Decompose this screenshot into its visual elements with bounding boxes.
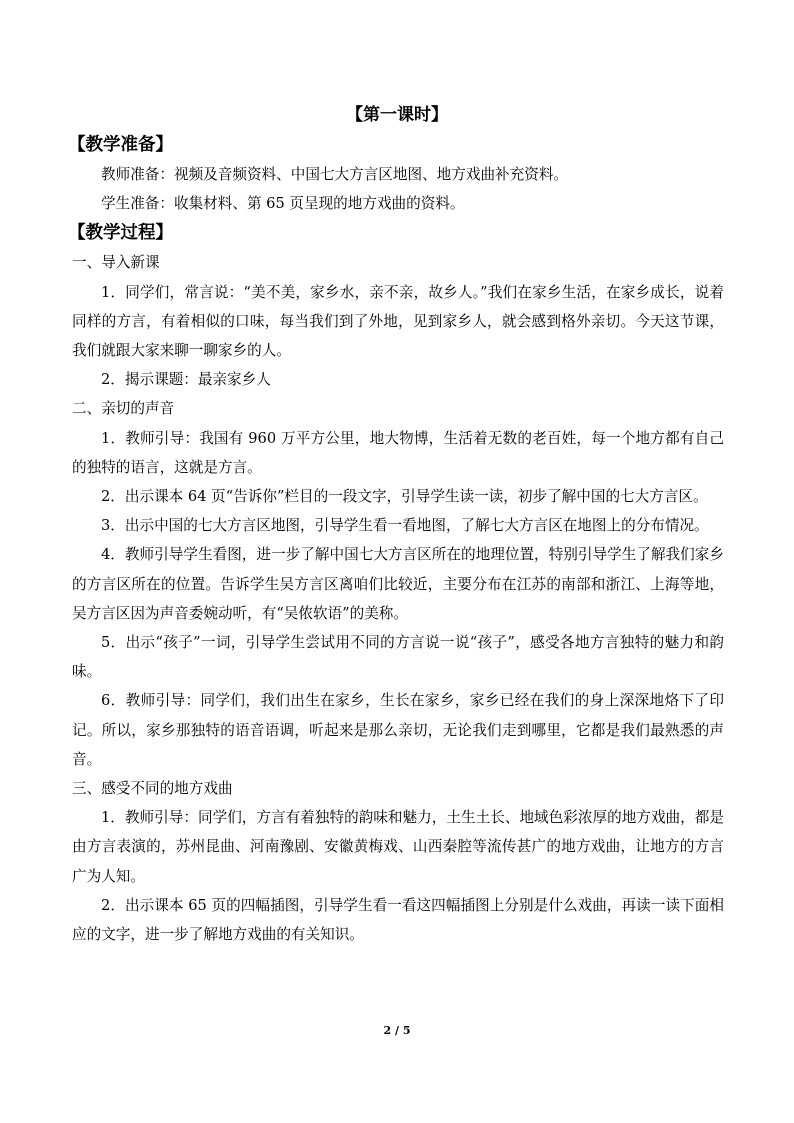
- paragraph: 1．教师引导：我国有 960 万平方公里，地大物博，生活着无数的老百姓，每一个地方都有自己的独特的语言，这就是方言。: [72, 429, 724, 476]
- paragraph: 5．出示“孩子”一词，引导学生尝试用不同的方言说一说“孩子”，感受各地方言独特的魅力和韵味。: [72, 634, 724, 681]
- paragraph: 2．出示课本 64 页“告诉你”栏目的一段文字，引导学生读一读，初步了解中国的七大方言区。: [101, 488, 708, 506]
- paragraph: 2．出示课本 65 页的四幅插图，引导学生看一看这四幅插图上分别是什么戏曲，再读一读下面相应的文字，进一步了解地方戏曲的有关知识。: [72, 896, 724, 944]
- paragraph: 6．教师引导：同学们，我们出生在家乡，生长在家乡，家乡已经在我们的身上深深地烙下了印记。所以，家乡那独特的语音语调，听起来是那么亲切，无论我们走到哪里，它都是我们最熟悉的声音。: [72, 692, 724, 768]
- subsection-title-intro: 一、导入新课: [72, 254, 160, 272]
- document-body: [68, 130, 724, 949]
- subsection-title-voice: 二、亲切的声音: [72, 400, 175, 418]
- paragraph: 3．出示中国的七大方言区地图，引导学生看一看地图，了解七大方言区在地图上的分布情况。: [101, 517, 709, 535]
- teacher-preparation: 教师准备：视频及音频资料、中国七大方言区地图、地方戏曲补充资料。: [101, 166, 569, 183]
- paragraph: 4．教师引导学生看图，进一步了解中国七大方言区所在的地理位置，特别引导学生了解我们家乡的方言区所在的位置。告诉学生吴方言区离咱们比较近，主要分布在江苏的南部和浙江、上海等地，吴方言区因为声音委婉动听，有“吴侬软语”的美称。: [72, 546, 724, 622]
- section-heading-preparation: 【教学准备】: [68, 135, 173, 155]
- paragraph: 2．揭示课题：最亲家乡人: [101, 371, 271, 389]
- paragraph: 1．同学们，常言说：“美不美，家乡水，亲不亲，故乡人。”我们在家乡生活，在家乡成长，说着同样的方言，有着相似的口味，每当我们到了外地，见到家乡人，就会感到格外亲切。今天这节课，我们就跟大家来聊一聊家乡的人。: [72, 283, 724, 360]
- page-number: 2 / 5: [383, 1024, 411, 1037]
- lesson-title: 【第一课时】: [346, 105, 448, 125]
- student-preparation: 学生准备：收集材料、第 65 页呈现的地方戏曲的资料。: [101, 195, 465, 213]
- paragraph: 1．教师引导：同学们，方言有着独特的韵味和魅力，土生土长、地域色彩浓厚的地方戏曲，都是由方言表演的，苏州昆曲、河南豫剧、安徽黄梅戏、山西秦腔等流传甚广的地方戏曲，让地方的方言广为人知。: [72, 809, 724, 885]
- section-heading-process: 【教学过程】: [68, 223, 173, 244]
- subsection-title-opera: 三、感受不同的地方戏曲: [72, 780, 233, 798]
